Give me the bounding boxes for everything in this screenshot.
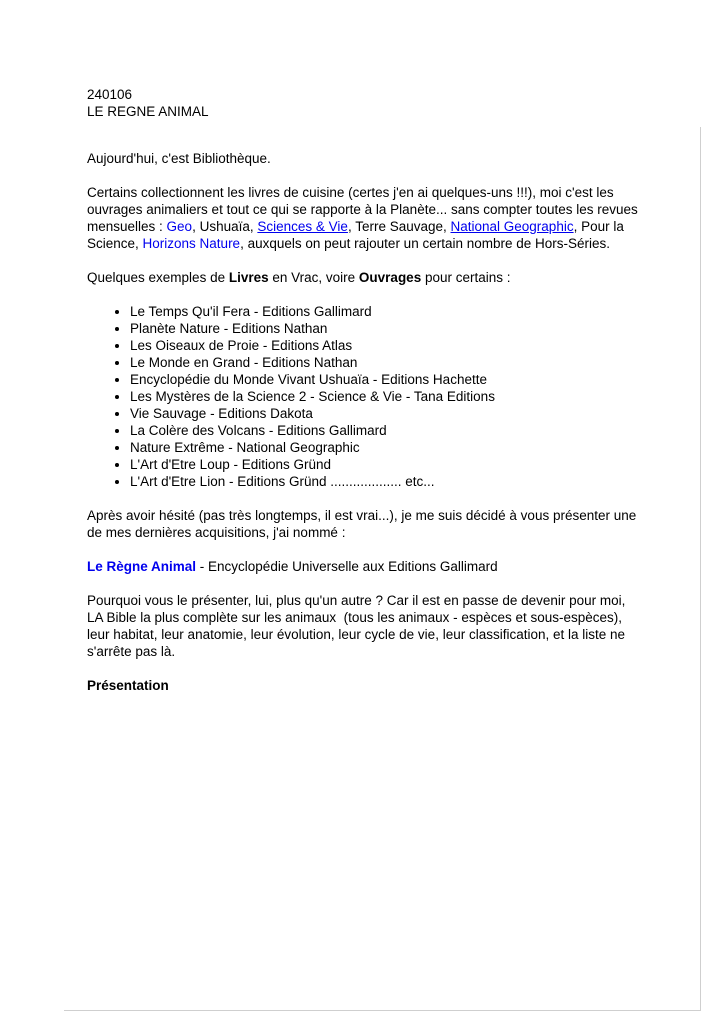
list-item: • L'Art d'Etre Loup - Editions Gründ xyxy=(130,456,639,473)
why-paragraph: Pourquoi vous le présenter, lui, plus qu'un autre ? Car il est en passe de devenir pour moi, LA Bible la plus complète sur les animaux (tous les animaux - espèces et sous-espèces), leur habitat, leur anatomie, leur évolution, leur cycle de vie, leur classification, et la liste ne s'arrête pas là. xyxy=(87,593,630,659)
hesitation-paragraph: Après avoir hésité (pas très longtemps, il est vrai...), je me suis décidé à vous présenter une de mes dernières acquisitions, j'ai nommé : xyxy=(87,508,641,540)
doc-title: LE REGNE ANIMAL xyxy=(87,104,209,119)
link-horizons-nature[interactable]: Horizons Nature xyxy=(142,236,241,251)
list-item: • Planète Nature - Editions Nathan xyxy=(130,320,639,337)
list-item: • Encyclopédie du Monde Vivant Ushuaïa - Editions Hachette xyxy=(130,371,639,388)
collection-text-4: , Pour la Science, xyxy=(87,219,628,251)
list-item: • Nature Extrême - National Geographic xyxy=(130,439,639,456)
list-item: • Les Oiseaux de Proie - Editions Atlas xyxy=(130,337,639,354)
collection-text-1: Certains collectionnent les livres de cuisine (certes j'en ai quelques-uns !!!), moi c'est les ouvrages animaliers et tout ce qui se rapporte à la Planète... sans compter toutes les revues mensuelles : xyxy=(87,185,642,234)
page-edge-bottom xyxy=(64,1010,701,1011)
section-heading-presentation: Présentation xyxy=(87,678,169,693)
page-edge-right xyxy=(700,127,701,1011)
list-item: • Les Mystères de la Science 2 - Science & Vie - Tana Editions xyxy=(130,388,639,405)
featured-paragraph xyxy=(87,558,639,575)
collection-text-5: , auxquels on peut rajouter un certain nombre de Hors-Séries. xyxy=(240,236,611,251)
link-national-geographic[interactable]: National Geographic xyxy=(450,219,574,234)
intro-paragraph: Aujourd'hui, c'est Bibliothèque. xyxy=(87,151,271,166)
collection-text-2: , Ushuaïa, xyxy=(192,219,258,234)
list-item: • Vie Sauvage - Editions Dakota xyxy=(130,405,639,422)
collection-text-3: , Terre Sauvage, xyxy=(347,219,451,234)
list-item: • Le Monde en Grand - Editions Nathan xyxy=(130,354,639,371)
book-list xyxy=(87,303,639,490)
list-item: • Le Temps Qu'il Fera - Editions Gallimard xyxy=(130,303,639,320)
list-item: • La Colère des Volcans - Editions Gallimard xyxy=(130,422,639,439)
link-sciences-et-vie[interactable]: Sciences & Vie xyxy=(257,219,348,234)
link-geo[interactable]: Geo xyxy=(166,219,193,234)
examples-paragraph xyxy=(87,269,639,286)
featured-book-rest: - Encyclopédie Universelle aux Editions Gallimard xyxy=(196,559,498,574)
list-item: • L'Art d'Etre Lion - Editions Gründ ................... etc... xyxy=(130,473,639,490)
doc-number: 240106 xyxy=(87,87,133,102)
examples-text-3: pour certains : xyxy=(421,270,511,285)
featured-book-title: Le Règne Animal xyxy=(87,559,197,574)
examples-bold-ouvrages: Ouvrages xyxy=(358,270,422,285)
document-content xyxy=(87,86,642,711)
examples-text-2: en Vrac, voire xyxy=(268,270,359,285)
examples-bold-livres: Livres xyxy=(228,270,269,285)
examples-text-1: Quelques exemples de xyxy=(87,270,229,285)
collection-paragraph xyxy=(87,184,642,252)
